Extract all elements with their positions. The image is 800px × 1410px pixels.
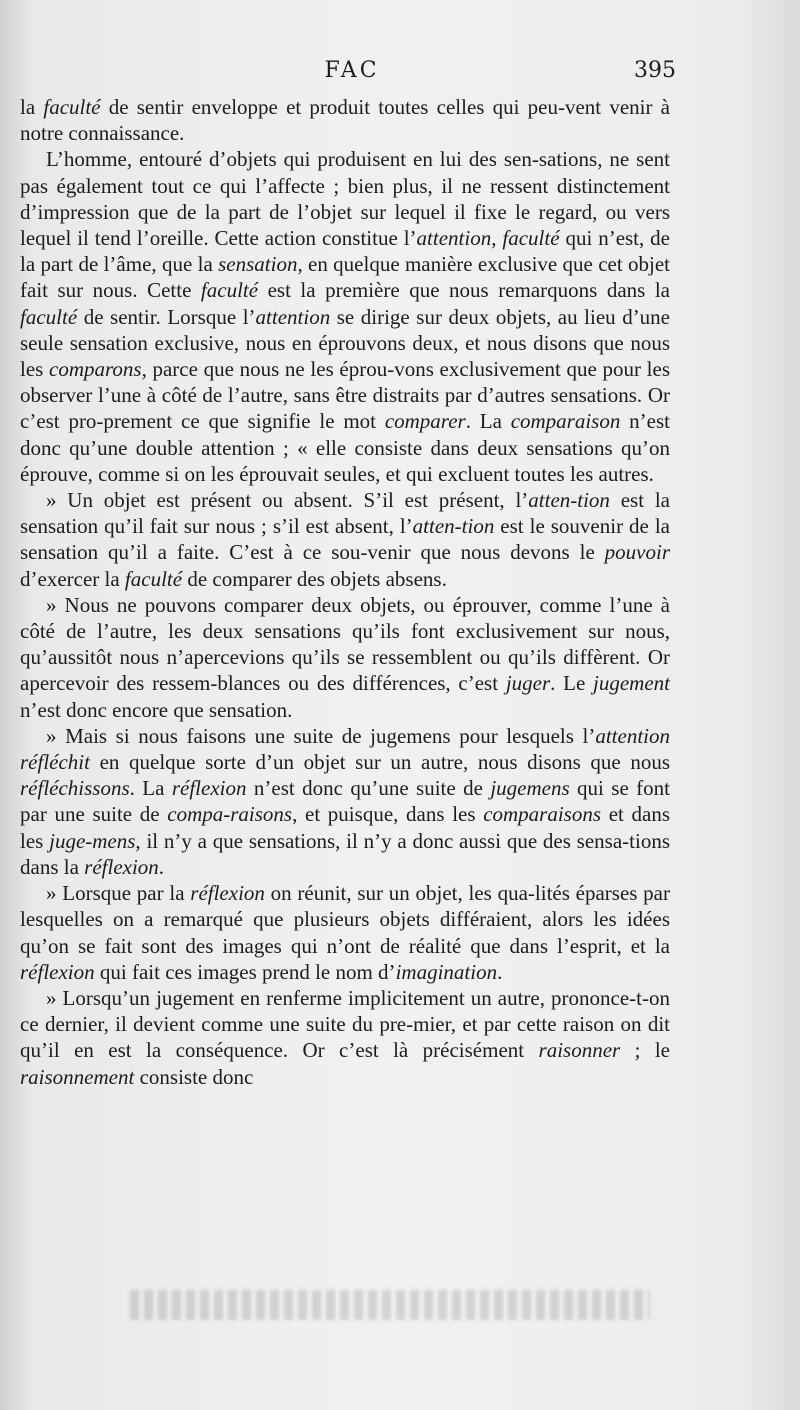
italic-term: comparaisons	[483, 802, 602, 827]
italic-term: raisonner	[538, 1038, 621, 1063]
text-run: . La	[465, 409, 511, 434]
text-run: est la première que nous remarquons dans la	[258, 278, 670, 303]
text-run: est le souvenir de la sensation qu’il a faite. C’est à ce sou-venir que nous devons le	[20, 514, 670, 565]
text-run: de sentir. Lorsque l’	[77, 304, 256, 329]
italic-term: réflexion	[190, 881, 265, 906]
italic-term: réfléchissons	[20, 776, 130, 801]
text-run: » Mais si nous faisons une suite de jugemens pour lesquels l’	[46, 723, 596, 748]
text-run: .	[158, 854, 165, 879]
text-run: , parce que nous ne les éprou-vons exclusivement que pour les observer l’une à côté de l’autre, sans être distraits par d’autres sensations. Or c’est pro-prement ce que signifie le mot	[20, 357, 671, 434]
italic-term: jugemens	[490, 776, 570, 801]
italic-term: compa-raisons	[167, 802, 293, 827]
italic-term: faculté	[502, 226, 560, 251]
text-run: de sentir enveloppe et produit toutes celles qui peu-vent venir à notre connaissance.	[20, 95, 670, 146]
paragraph	[20, 723, 670, 880]
italic-term: réflexion	[84, 854, 159, 879]
italic-term: faculté	[43, 95, 101, 119]
text-run: qui n’est, de la part de l’âme, que la	[20, 226, 671, 277]
text-run: consiste donc	[134, 1064, 254, 1089]
italic-term: attention réfléchit	[20, 723, 670, 775]
italic-term: juge-mens	[49, 828, 136, 853]
text-run: et dans les	[20, 802, 670, 853]
text-run: est la sensation qu’il fait sur nous ; s’il est absent, l’	[20, 488, 670, 539]
paragraph	[20, 94, 670, 146]
text-run: » Lorsque par la	[46, 881, 191, 906]
text-run: » Un objet est présent ou absent. S’il est présent, l’	[46, 488, 529, 513]
paragraph	[20, 880, 670, 985]
text-run: qui fait ces images prend le nom d’	[94, 959, 396, 984]
text-run: la	[20, 95, 44, 119]
italic-term: faculté	[20, 304, 78, 329]
italic-term: juger	[505, 671, 551, 696]
text-run: » Nous ne pouvons comparer deux objets, ou éprouver, comme l’une à côté de l’autre, les deux sensations qu’ils font exclusivement sur nous, qu’aussitôt nous n’apercevions qu’ils se ressemblent ou qu’ils diffèrent. Or apercevoir des ressem-blances ou des différences, c’est	[20, 592, 670, 696]
text-run: n’est donc encore que sensation.	[20, 697, 293, 722]
text-run: se dirige sur deux objets, au lieu d’une seule sensation exclusive, nous en éprouvons deux, et nous disons que nous les	[20, 304, 671, 382]
italic-term: pouvoir	[604, 540, 670, 565]
italic-term: jugement	[593, 671, 670, 696]
italic-term: atten-tion	[528, 488, 610, 513]
italic-term: réflexion	[20, 959, 95, 984]
text-run: qui se font par une suite de	[20, 776, 671, 827]
italic-term: faculté	[124, 566, 183, 591]
italic-term: sensation	[218, 252, 298, 277]
body-text	[20, 94, 670, 1090]
text-run: . Le	[550, 671, 594, 696]
text-run: » Lorsqu’un jugement en renferme implicitement un autre, prononce-t-on ce dernier, il devient comme une suite du pre-mier, et par cette raison on dit qu’il en est la conséquence. Or c’est là précisément	[20, 985, 670, 1063]
paragraph	[20, 592, 670, 723]
paragraph	[20, 146, 670, 487]
text-run: L’homme, entouré d’objets qui produisent en lui des sen-sations, ne sent pas également tout ce qui l’affecte ; bien plus, il ne ressent distinctement d’impression que de la part de l’objet sur lequel il fixe le regard, ou vers lequel il tend l’oreille. Cette action constitue l’	[20, 147, 670, 251]
paragraph	[20, 487, 670, 592]
italic-term: faculté	[200, 278, 259, 303]
text-run: on réunit, sur un objet, les qua-lités éparses par lesquelles on a remarqué que plusieurs objets différaient, alors les idées qu’on se fait sont des images qui n’ont de réalité que dans l’esprit, et la	[20, 881, 670, 958]
text-run: , il n’y a que sensations, il n’y a donc aussi que des sensa-tions dans la	[20, 828, 671, 879]
text-run: . La	[129, 776, 172, 801]
paragraph	[20, 985, 670, 1090]
page-number: 395	[634, 58, 676, 83]
text-run: , en quelque manière exclusive que cet objet fait sur nous. Cette	[20, 252, 670, 303]
text-run: , et puisque, dans les	[292, 802, 484, 827]
text-run: d’exercer la	[20, 566, 125, 591]
italic-term: imagination	[395, 959, 498, 984]
italic-term: comparaison	[510, 409, 621, 434]
text-run: .	[497, 959, 503, 984]
text-run: en quelque sorte d’un objet sur un autre, nous disons que nous	[89, 750, 670, 775]
running-header	[28, 58, 676, 92]
running-title: FAC	[324, 58, 380, 83]
text-run: n’est donc qu’une double attention ; « elle consiste dans deux sensations qu’on éprouve, comme si on les éprouvait seules, et qui excluent toutes les autres.	[20, 409, 670, 486]
italic-term: attention	[255, 304, 331, 329]
italic-term: attention	[416, 226, 492, 251]
text-run: ; le	[620, 1038, 670, 1063]
italic-term: comparer	[384, 409, 466, 434]
italic-term: réflexion	[171, 776, 247, 801]
text-run: ,	[491, 226, 503, 251]
text-run: n’est donc qu’une suite de	[246, 776, 491, 801]
italic-term: raisonnement	[20, 1064, 135, 1089]
show-through-text	[130, 1290, 650, 1320]
italic-term: comparons	[49, 357, 142, 382]
text-run: de comparer des objets absens.	[182, 566, 447, 591]
italic-term: atten-tion	[412, 514, 495, 539]
